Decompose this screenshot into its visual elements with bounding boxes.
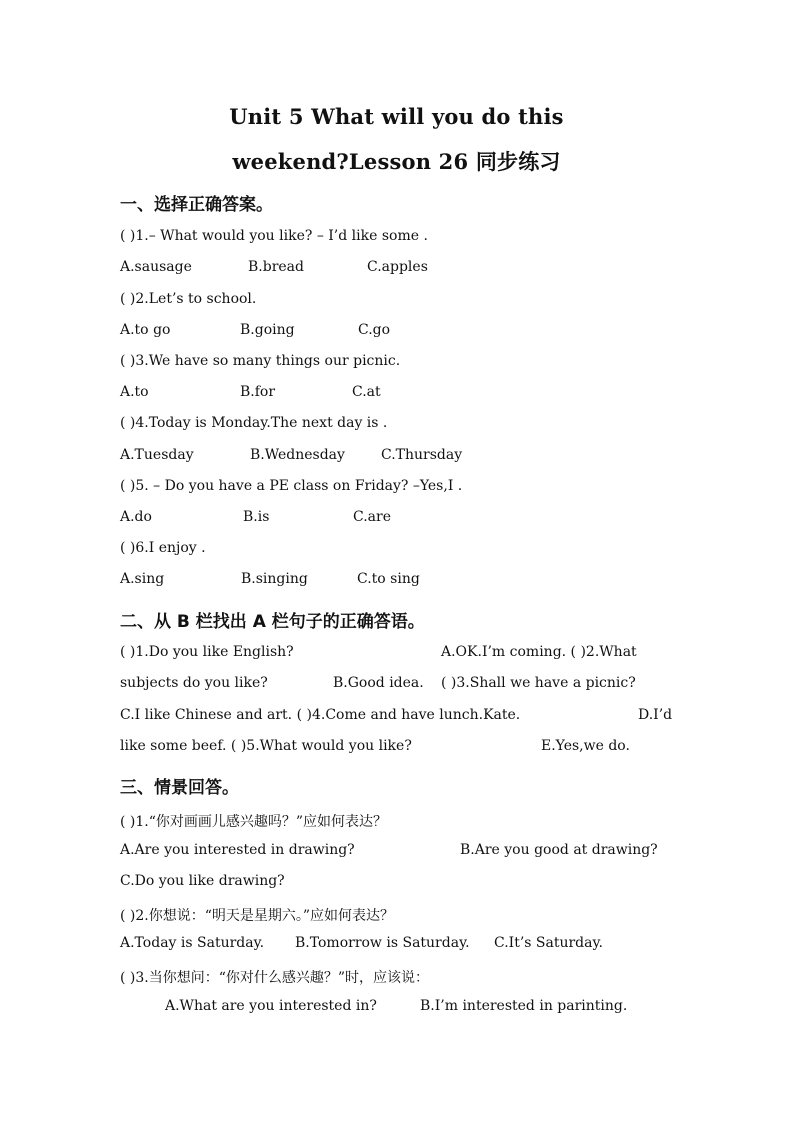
- matching-text: ( )3.Shall we have a picnic?: [441, 675, 636, 691]
- option-c: C.to sing: [357, 571, 420, 587]
- option-c: C.Do you like drawing?: [120, 873, 285, 889]
- question-2-stem: ( )2.Let’s to school.: [120, 291, 257, 307]
- question-1-stem: ( )1.– What would you like? – I’d like some .: [120, 228, 428, 244]
- matching-text: ( )1.Do you like English?: [120, 644, 294, 660]
- option-b: B.Wednesday: [250, 447, 345, 463]
- option-a: A.to: [120, 384, 149, 400]
- question-5-stem: ( )5. – Do you have a PE class on Friday? –Yes,I .: [120, 478, 463, 494]
- option-b: B.I’m interested in parinting.: [420, 998, 628, 1014]
- matching-text: subjects do you like?: [120, 675, 268, 691]
- matching-text: B.Good idea.: [333, 675, 424, 691]
- option-b: B.singing: [241, 571, 308, 587]
- matching-text: A.OK.I’m coming. ( )2.What: [441, 644, 637, 660]
- option-c: C.are: [353, 509, 391, 525]
- matching-text: E.Yes,we do.: [541, 738, 630, 754]
- option-c: C.at: [352, 384, 381, 400]
- section-2-heading: 二、从 B 栏找出 A 栏句子的正确答语。: [120, 612, 425, 632]
- option-b: B.is: [243, 509, 270, 525]
- section-1-heading: 一、选择正确答案。: [120, 195, 273, 215]
- title-line-1: Unit 5 What will you do this: [229, 104, 564, 129]
- option-c: C.apples: [367, 259, 428, 275]
- situation-3-stem: ( )3.当你想问：“你对什么感兴趣？”时，应该说：: [120, 970, 430, 986]
- option-a: A.sing: [120, 571, 165, 587]
- situation-1-stem: ( )1.“你对画画儿感兴趣吗？”应如何表达？: [120, 814, 388, 830]
- option-c: C.Thursday: [381, 447, 463, 463]
- option-b: B.bread: [248, 259, 304, 275]
- option-b: B.going: [240, 322, 295, 338]
- matching-text: C.I like Chinese and art. ( )4.Come and have lunch.Kate.: [120, 707, 521, 723]
- matching-text: like some beef. ( )5.What would you like?: [120, 738, 412, 754]
- situation-2-stem: ( )2.你想说：“明天是星期六。”应如何表达？: [120, 908, 395, 924]
- option-a: A.Today is Saturday.: [120, 935, 265, 951]
- option-a: A.do: [120, 509, 152, 525]
- option-c: C.go: [358, 322, 391, 338]
- matching-text: D.I’d: [638, 707, 673, 723]
- question-3-stem: ( )3.We have so many things our picnic.: [120, 353, 401, 369]
- option-b: B.for: [240, 384, 276, 400]
- option-b: B.Are you good at drawing?: [460, 842, 658, 858]
- option-a: A.What are you interested in?: [165, 998, 377, 1014]
- option-c: C.It’s Saturday.: [494, 935, 603, 951]
- option-a: A.Are you interested in drawing?: [120, 842, 355, 858]
- question-6-stem: ( )6.I enjoy .: [120, 540, 206, 556]
- option-b: B.Tomorrow is Saturday.: [295, 935, 470, 951]
- title-line-2: weekend?Lesson 26 同步练习: [232, 149, 561, 174]
- option-a: A.Tuesday: [120, 447, 194, 463]
- section-3-heading: 三、情景回答。: [120, 778, 239, 798]
- option-a: A.to go: [120, 322, 171, 338]
- question-4-stem: ( )4.Today is Monday.The next day is .: [120, 415, 388, 431]
- option-a: A.sausage: [120, 259, 192, 275]
